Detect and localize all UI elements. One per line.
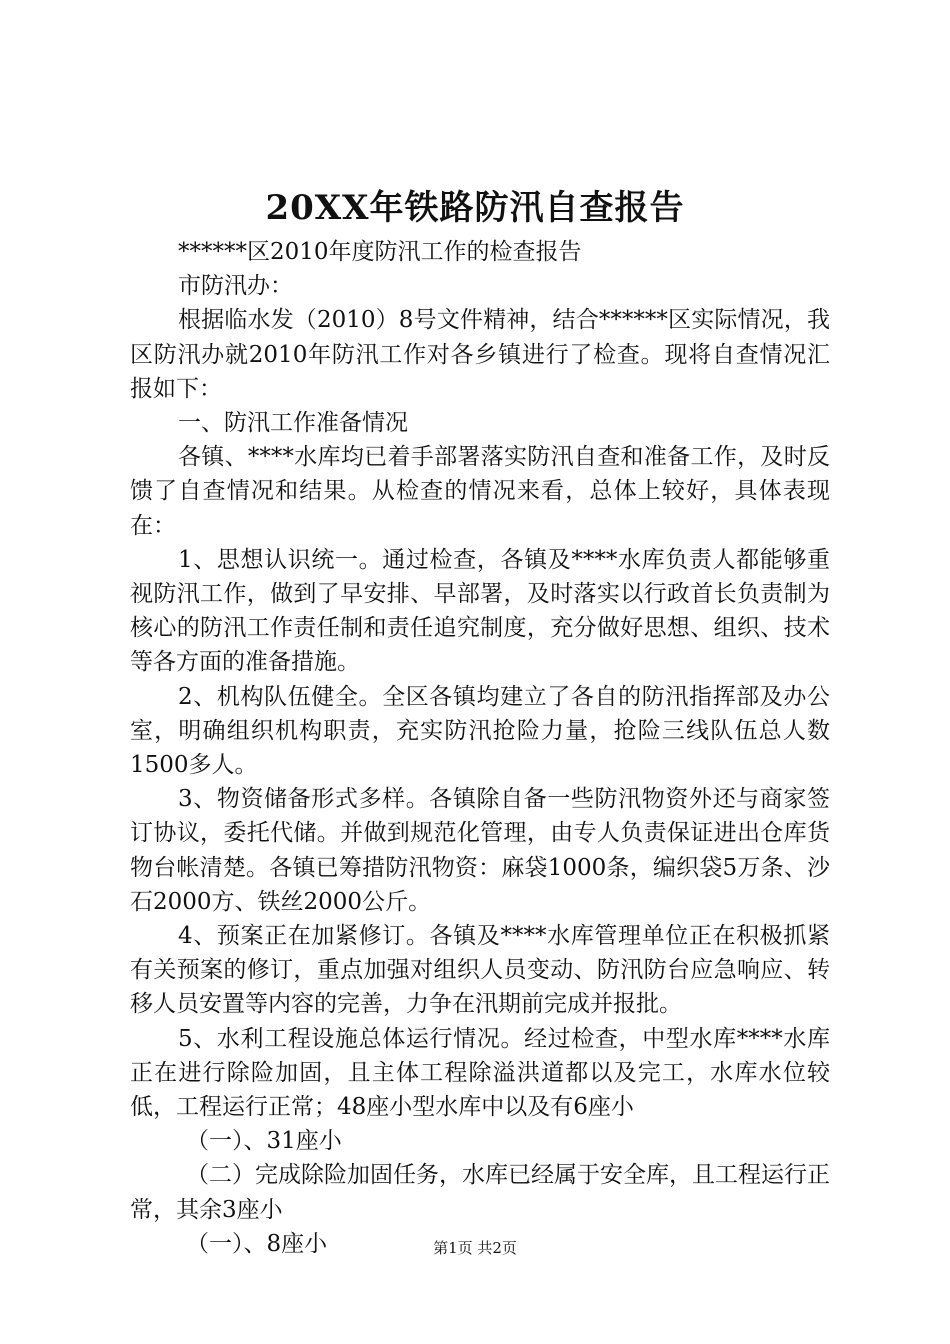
salutation: 市防汛办： (178, 273, 293, 300)
sub-item: （一）、31座小 (186, 1128, 342, 1155)
section-heading: 一、防汛工作准备情况 (178, 410, 408, 437)
list-item: 1、思想认识统一。通过检查，各镇及****水库负责人都能够重视防汛工作，做到了早安排、早部署，及时落实以行政首长负责制为核心的防汛工作责任制和责任追究制度，充分做好思想、组织、技术等各方面的准备措施。 (130, 546, 830, 676)
sub-item: （二）完成除险加固任务，水库已经属于安全库，且工程运行正常，其余3座小 (130, 1162, 830, 1223)
list-item: 4、预案正在加紧修订。各镇及****水库管理单位正在积极抓紧有关预案的修订，重点加强对组织人员变动、防汛防台应急响应、转移人员安置等内容的完善，力争在汛期前完成并报批。 (130, 923, 830, 1018)
list-item: 5、水利工程设施总体运行情况。经过检查，中型水库****水库正在进行除险加固，且主体工程除溢洪道都以及完工，水库水位较低，工程运行正常；48座小型水库中以及有6座小 (130, 1025, 830, 1121)
paragraph: 各镇、****水库均已着手部署落实防汛自查和准备工作，及时反馈了自查情况和结果。从检查的情况来看，总体上较好，具体表现在： (130, 444, 830, 539)
list-item: 2、机构队伍健全。全区各镇均建立了各自的防汛指挥部及办公室，明确组织机构职责，充实防汛抢险力量，抢险三线队伍总人数1500多人。 (130, 683, 830, 779)
page-footer: 第1页 共2页 (433, 1239, 517, 1257)
list-item: 3、物资储备形式多样。各镇除自备一些防汛物资外还与商家签订协议，委托代储。并做到规范化管理，由专人负责保证进出仓库货物台帐清楚。各镇已筹措防汛物资：麻袋1000条，编织袋5万条、沙石2000方、铁丝2000公斤。 (130, 786, 830, 915)
document-title: 20XX年铁路防汛自查报告 (265, 188, 685, 228)
sub-item: （一）、8座小 (186, 1230, 328, 1257)
document-body (130, 235, 830, 1261)
paragraph-intro: 根据临水发（2010）8号文件精神，结合******区实际情况，我区防汛办就2010年防汛工作对各乡镇进行了检查。现将自查情况汇报如下： (130, 307, 830, 402)
report-subtitle: ******区2010年度防汛工作的检查报告 (178, 239, 582, 265)
